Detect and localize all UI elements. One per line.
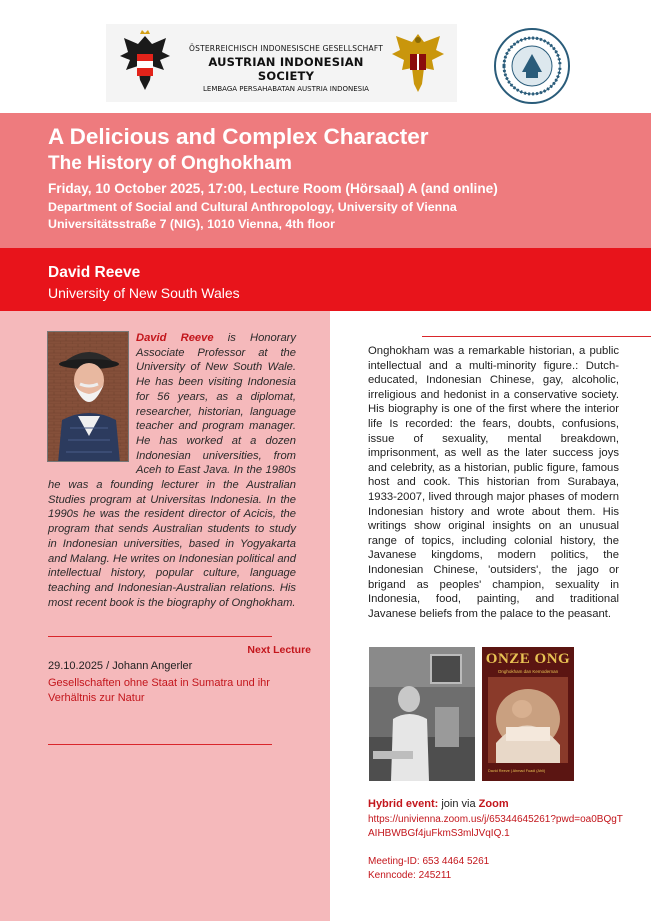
- book-title: ONZE ONG: [485, 651, 571, 667]
- divider-line: [422, 336, 651, 337]
- society-logo-banner: [106, 24, 457, 102]
- bio-text: is Honorary Associate Professor at the University of New South Wale. He has been visiting Indonesia for 56 years, as a diplomat, researcher, historian, language teacher and program manager. He has worked at a dozen Indonesian universities, from Aceh to East Java. In the 1980s he was a founding lecturer in the Australian Studies program at Universitas Indonesia. In the 1990s he was the resident director of Acicis, the program that sends Australian students to study in Indonesian universities, based in Yogyakarta and Malang. He writes on Indonesian political and intellectual history, popular culture, language teaching and Indonesian-Australian relations. His most recent book is the biography of Onghokham.: [48, 332, 296, 609]
- hybrid-event-info: [368, 797, 628, 883]
- hybrid-label: Hybrid event:: [368, 798, 439, 810]
- event-title: A Delicious and Complex Character: [48, 124, 429, 149]
- event-date-location: Friday, 10 October 2025, 17:00, Lecture Room (Hörsaal) A (and online): [48, 181, 498, 196]
- next-lecture-date-speaker: 29.10.2025 / Johann Angerler: [48, 660, 193, 672]
- zoom-label: Zoom: [478, 798, 509, 810]
- book-author: David Reeve | Ahmad Fuadi (Ahli): [488, 769, 546, 773]
- austrian-eagle-icon: [116, 30, 174, 96]
- speaker-affiliation: University of New South Wales: [48, 285, 240, 301]
- society-name-german: ÖSTERREICHISCH INDONESISCHE GESELLSCHAFT: [189, 44, 383, 53]
- kenncode: Kenncode: 245211: [368, 870, 452, 881]
- book-cover: [482, 647, 574, 781]
- event-subtitle: The History of Onghokham: [48, 153, 292, 174]
- event-address: Universitätsstraße 7 (NIG), 1010 Vienna, 4th floor: [48, 217, 335, 231]
- event-header: [0, 113, 651, 248]
- speaker-band: [0, 248, 651, 311]
- speaker-name: David Reeve: [48, 264, 141, 281]
- garuda-icon: [388, 30, 448, 96]
- onghokham-photo: [369, 647, 475, 781]
- society-name: [186, 44, 386, 93]
- divider-line: [48, 636, 272, 637]
- speaker-bio: [48, 331, 296, 610]
- zoom-link[interactable]: https://univienna.zoom.us/j/65344645261?pwd=oa0BQgTAIHBWBGf4juFkmS3mlJVqIQ.1: [368, 814, 623, 839]
- next-lecture-title: Gesellschaften ohne Staat in Sumatra und ihr Verhältnis zur Natur: [48, 677, 270, 704]
- book-subtitle: Onghokham dan Kemodernan: [497, 669, 559, 674]
- onghokham-photo-image: [369, 647, 475, 781]
- spacer: [368, 841, 628, 855]
- hybrid-join-text: join via: [438, 798, 479, 810]
- bio-speaker-name: David Reeve: [136, 332, 214, 344]
- meeting-id: Meeting-ID: 653 4464 5261: [368, 856, 490, 867]
- society-name-english: AUSTRIAN INDONESIAN SOCIETY: [208, 55, 364, 83]
- hybrid-join-line: [368, 797, 628, 812]
- lecture-description: Onghokham was a remarkable historian, a public intellectual and a multi-minority figure.: Dutch-educated, Indonesian Chinese, gay, alcoholic, irreligious and hedonist in a conservative society. His biography is one of the first where the interior life Is recorded: the fears, doubts, confusions, issue of sexuality, mental breakdown, imprisonment, as well as the later success joys and celebrity, as a historian, public figure, famous host and cook. This historian from Surabaya, 1933-2007, lived through major phases of modern Indonesian history and wrote about them. His writings show original insights on an unusual range of topics, including colonial history, the Javanese kingdoms, modern politics, the Indonesian Chinese, 'outsiders', the jago or brigand as peoples' champion, sexuality in Indonesia, food, painting, and traditional Javanese beliefs from the palace to the peasant.: [368, 345, 619, 620]
- next-lecture-label: Next Lecture: [247, 644, 311, 656]
- society-name-indonesian: LEMBAGA PERSAHABATAN AUSTRIA INDONESIA: [203, 85, 369, 93]
- divider-line: [48, 744, 272, 745]
- portrait-spacer: [48, 331, 136, 471]
- university-seal-icon: [492, 26, 572, 106]
- event-department: Department of Social and Cultural Anthropology, University of Vienna: [48, 200, 457, 214]
